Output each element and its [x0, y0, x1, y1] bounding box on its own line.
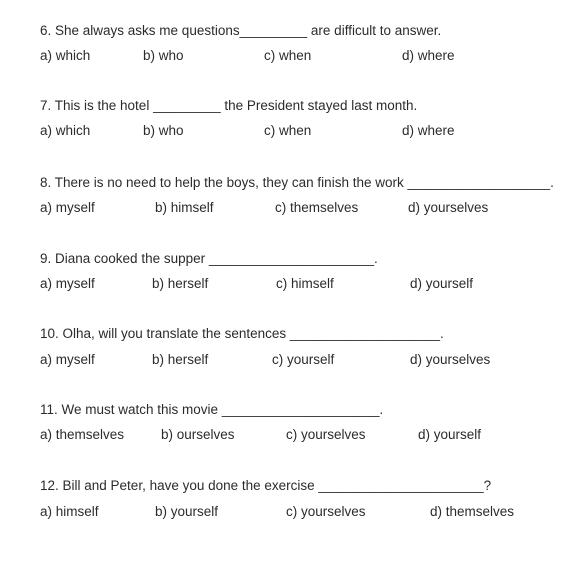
question-6-option-c: c) when [264, 48, 312, 63]
question-9-option-b: b) herself [152, 276, 209, 291]
question-10-option-d: d) yourselves [410, 352, 491, 367]
question-8: 8. There is no need to help the boys, they can finish the work ___________________. [40, 175, 554, 190]
question-7-option-b: b) who [143, 123, 184, 138]
question-11-option-c: c) yourselves [286, 427, 366, 442]
question-8-option-b: b) himself [155, 200, 214, 215]
question-6-option-d: d) where [402, 48, 455, 63]
question-7-option-c: c) when [264, 123, 312, 138]
question-11-option-a: a) themselves [40, 427, 125, 442]
question-12-option-b: b) yourself [155, 504, 219, 519]
question-9-option-a: a) myself [40, 276, 95, 291]
question-8-option-a: a) myself [40, 200, 95, 215]
question-8-option-d: d) yourselves [408, 200, 489, 215]
question-11: 11. We must watch this movie _____________________. [40, 402, 384, 417]
question-12: 12. Bill and Peter, have you done the exercise ______________________? [40, 478, 492, 493]
question-10: 10. Olha, will you translate the sentences ____________________. [40, 326, 444, 341]
question-7-option-a: a) which [40, 123, 91, 138]
question-6-option-b: b) who [143, 48, 184, 63]
question-6: 6. She always asks me questions_________ are difficult to answer. [40, 23, 442, 38]
question-10-option-c: c) yourself [272, 352, 335, 367]
question-9-option-d: d) yourself [410, 276, 474, 291]
question-10-option-a: a) myself [40, 352, 95, 367]
question-7-option-d: d) where [402, 123, 455, 138]
question-12-option-d: d) themselves [430, 504, 515, 519]
question-8-option-c: c) themselves [275, 200, 359, 215]
question-7: 7. This is the hotel _________ the President stayed last month. [40, 98, 418, 113]
question-11-option-b: b) ourselves [161, 427, 235, 442]
question-11-option-d: d) yourself [418, 427, 482, 442]
question-10-option-b: b) herself [152, 352, 209, 367]
question-6-option-a: a) which [40, 48, 91, 63]
question-12-option-a: a) himself [40, 504, 99, 519]
question-9-option-c: c) himself [276, 276, 334, 291]
question-9: 9. Diana cooked the supper ______________________. [40, 251, 378, 266]
question-12-option-c: c) yourselves [286, 504, 366, 519]
